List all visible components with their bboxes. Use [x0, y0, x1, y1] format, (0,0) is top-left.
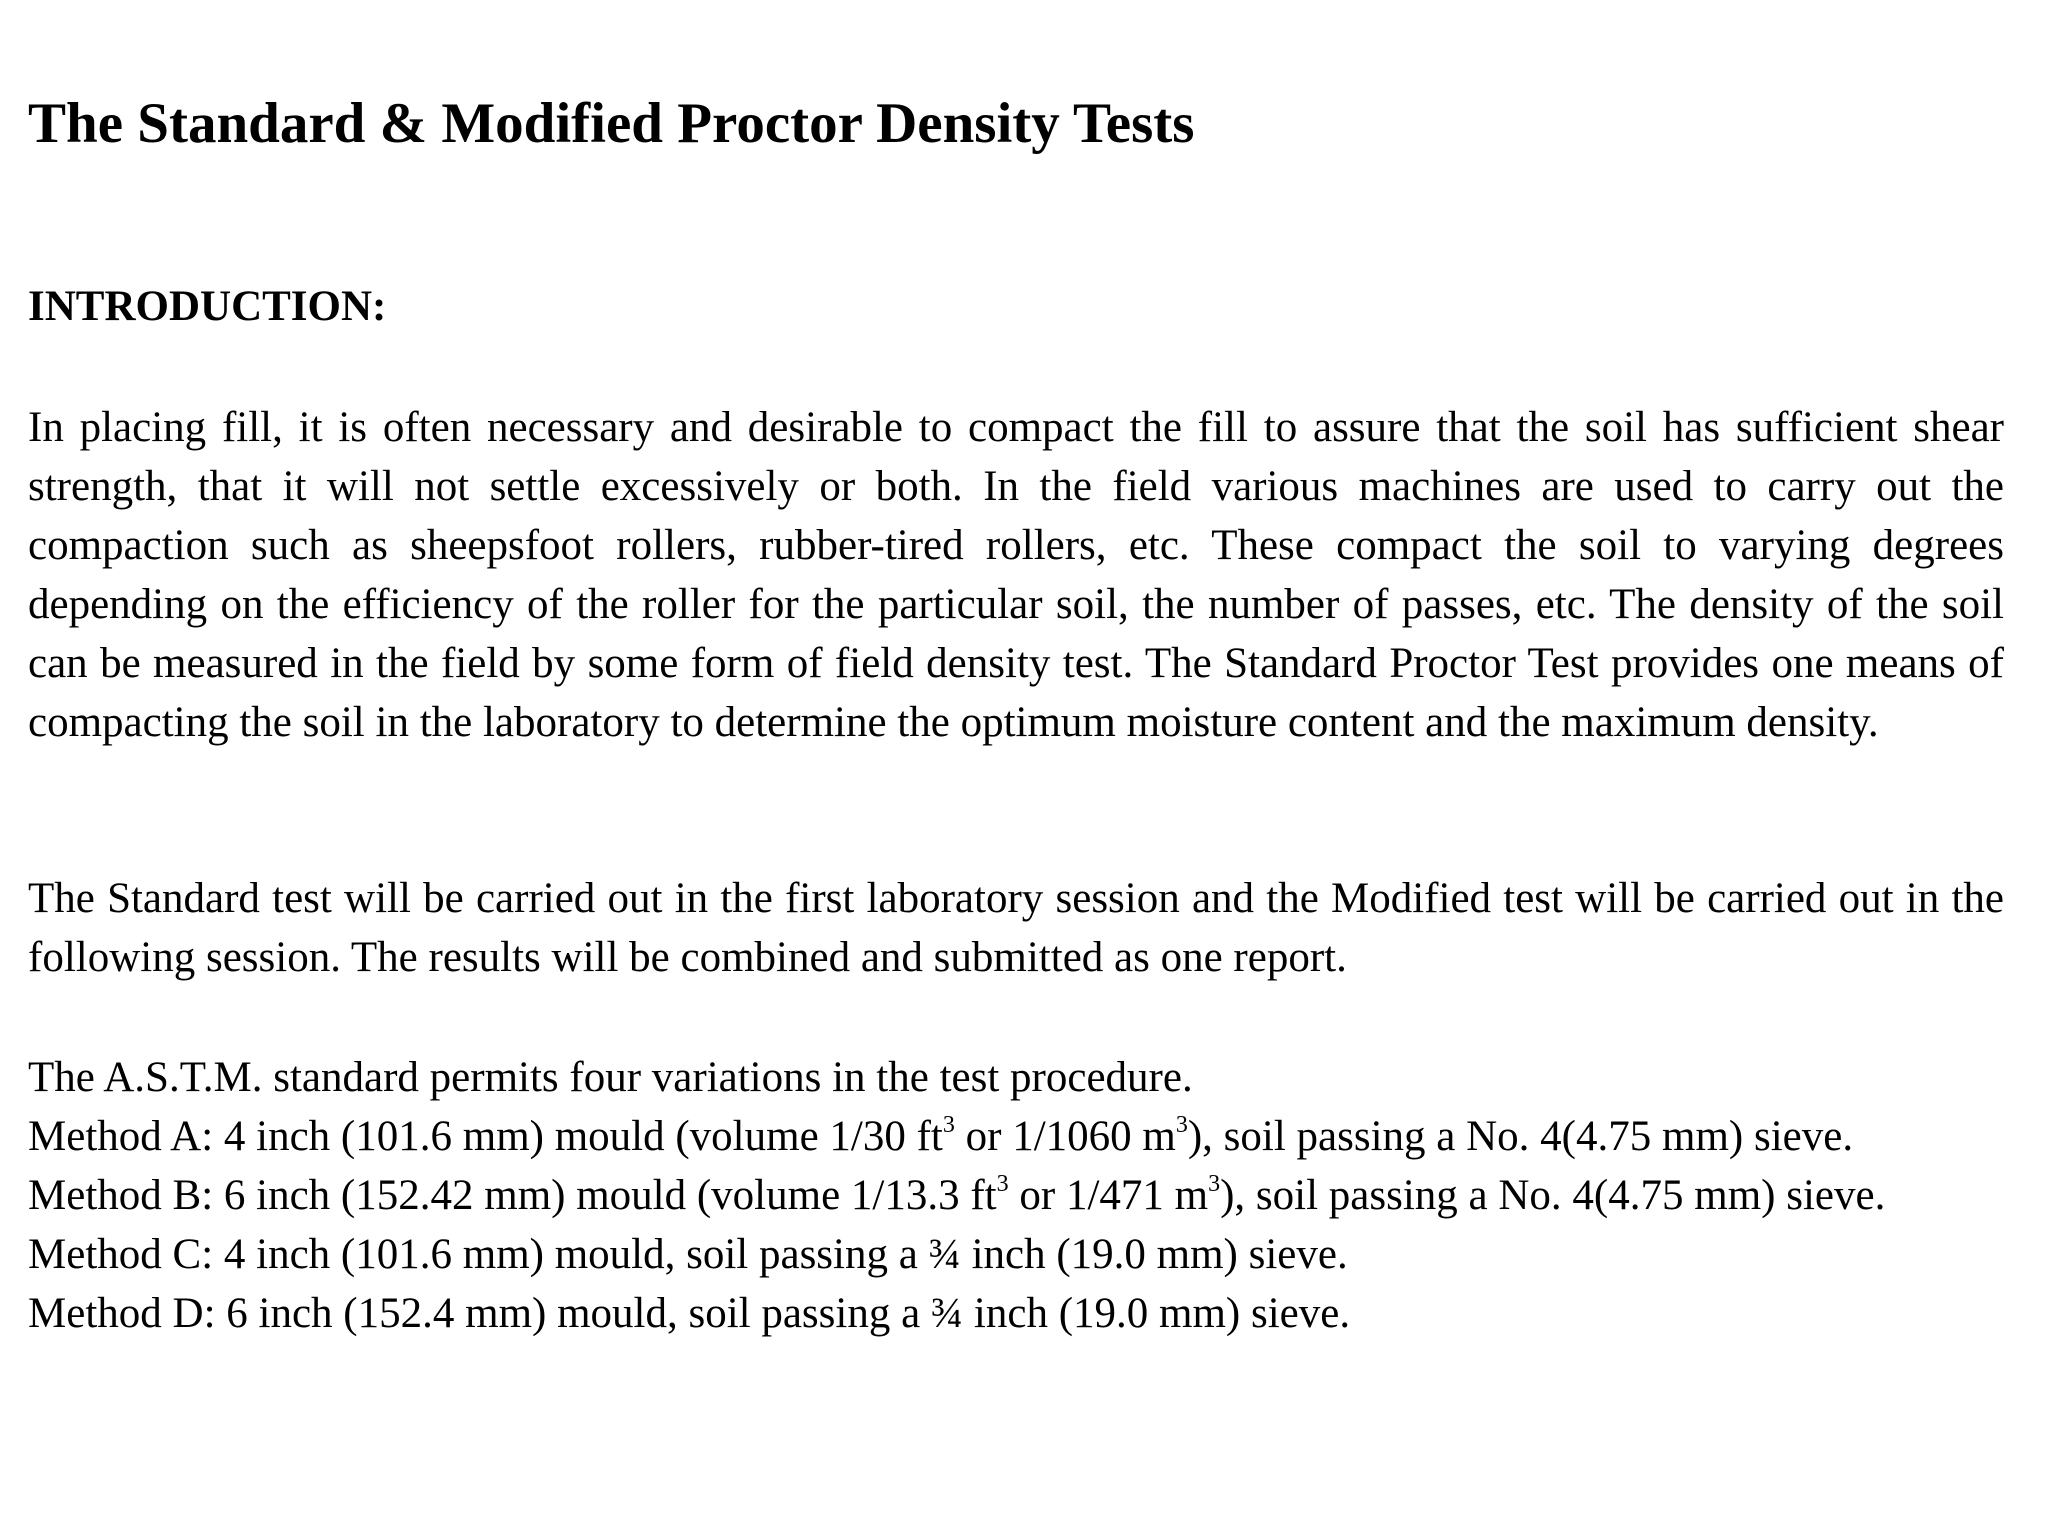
- method-b: [28, 1166, 2004, 1225]
- method-d: Method D: 6 inch (152.4 mm) mould, soil passing a ¾ inch (19.0 mm) sieve.: [28, 1290, 1351, 1337]
- method-b-exponent-1: 3: [996, 1171, 1009, 1197]
- methods-intro: The A.S.T.M. standard permits four variations in the test procedure.: [28, 1054, 1193, 1101]
- method-b-text-1: Method B: 6 inch (152.42 mm) mould (volume 1/13.3 ft: [28, 1172, 997, 1219]
- method-b-text-3: ), soil passing a No. 4(4.75 mm) sieve.: [1220, 1172, 1886, 1219]
- method-a-exponent-2: 3: [1175, 1112, 1188, 1138]
- method-a: [28, 1107, 2004, 1166]
- intro-paragraph-1: In placing fill, it is often necessary and desirable to compact the fill to assure that the soil has sufficient shear strength, that it will not settle excessively or both. In the field various machines are used to carry out the compaction such as sheepsfoot rollers, rubber-tired rollers, etc. These compact the soil to varying degrees depending on the efficiency of the roller for the particular soil, the number of passes, etc. The density of the soil can be measured in the field by some form of field density test. The Standard Proctor Test provides one means of compacting the soil in the laboratory to determine the optimum moisture content and the maximum density.: [28, 404, 2004, 746]
- method-a-text-2: or 1/1060 m: [954, 1113, 1176, 1160]
- method-b-exponent-2: 3: [1208, 1171, 1221, 1197]
- method-a-exponent-1: 3: [942, 1112, 955, 1138]
- method-c: Method C: 4 inch (101.6 mm) mould, soil passing a ¾ inch (19.0 mm) sieve.: [28, 1231, 1348, 1278]
- method-a-text-3: ), soil passing a No. 4(4.75 mm) sieve.: [1187, 1113, 1854, 1160]
- methods-list: [28, 1048, 2004, 1343]
- intro-paragraph-2: The Standard test will be carried out in the first laboratory session and the Modified test will be carried out in the following session. The results will be combined and submitted as one report.: [28, 875, 2004, 981]
- section-heading-introduction: INTRODUCTION:: [28, 283, 387, 330]
- method-b-text-2: or 1/471 m: [1008, 1172, 1209, 1219]
- document-title: The Standard & Modified Proctor Density Tests: [28, 92, 1195, 155]
- method-a-text-1: Method A: 4 inch (101.6 mm) mould (volume 1/30 ft: [28, 1113, 943, 1160]
